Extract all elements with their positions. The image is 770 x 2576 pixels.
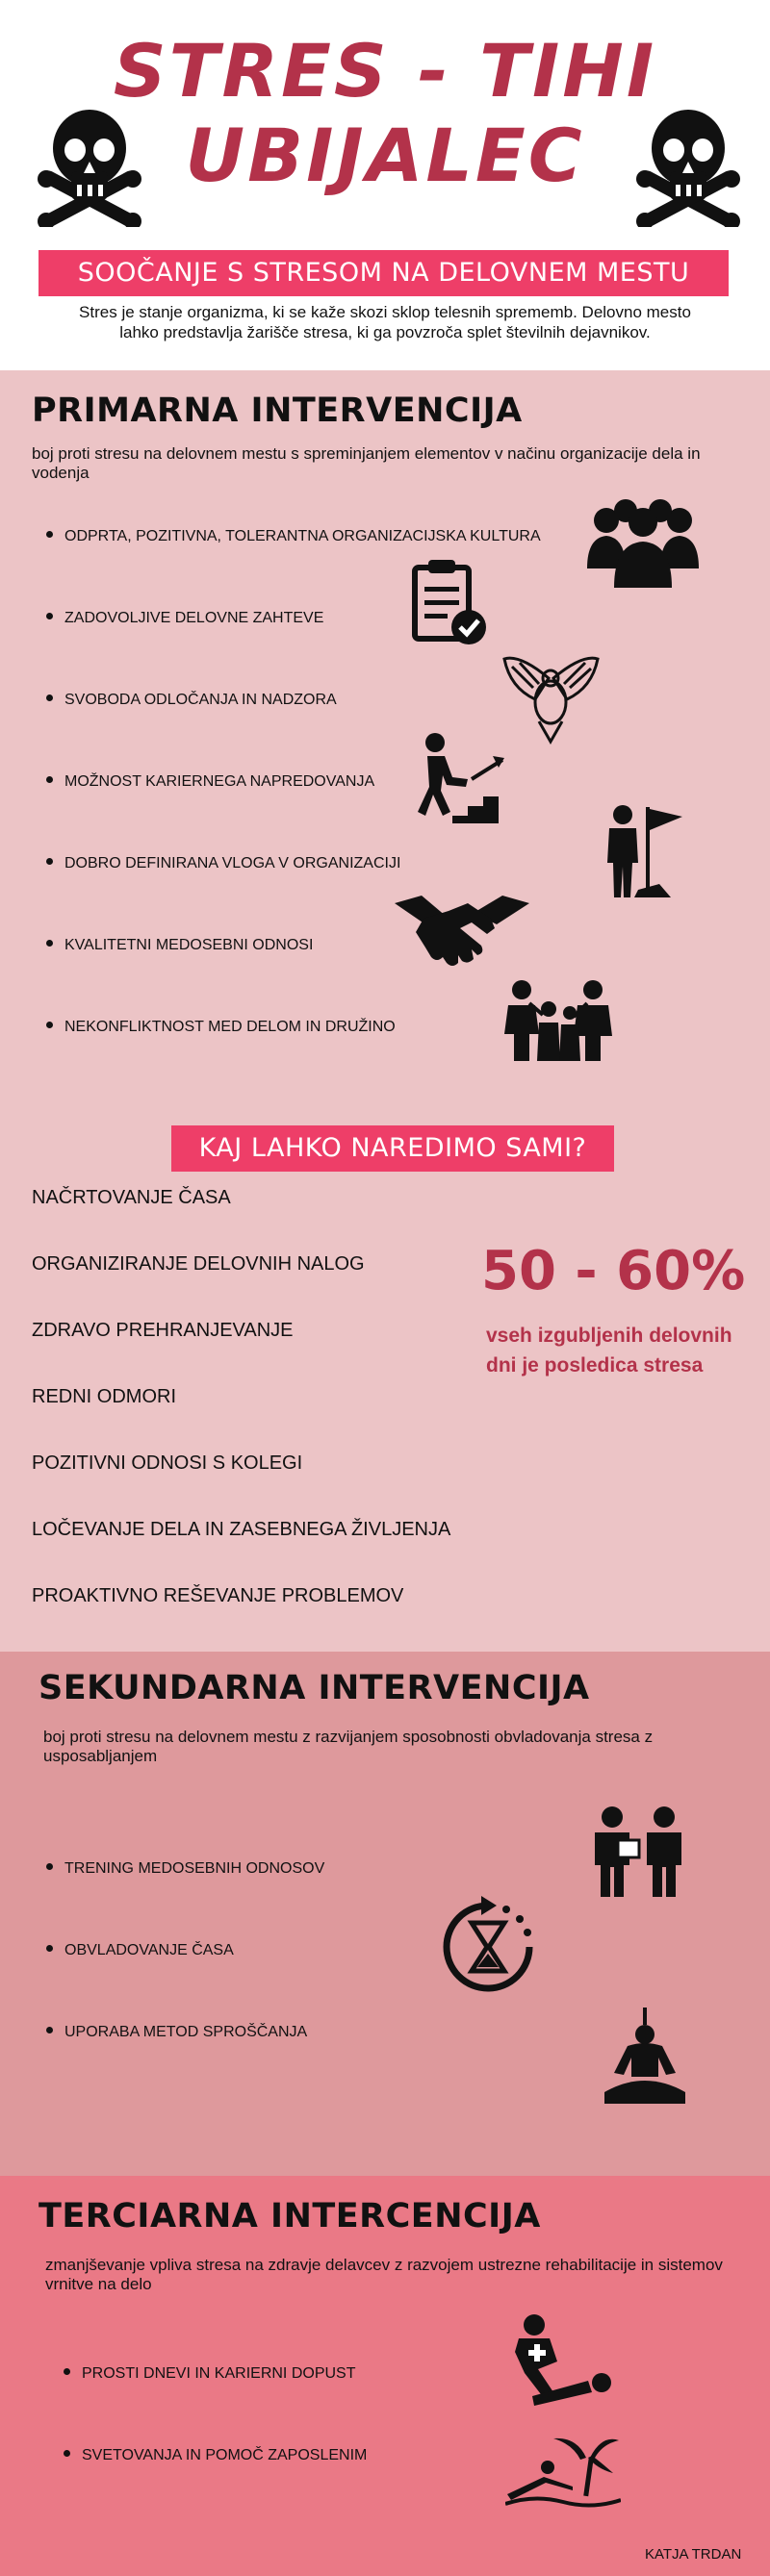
hourglass-cycle-icon (435, 1894, 541, 2000)
list-item: NAČRTOVANJE ČASA (32, 1187, 231, 1208)
group-of-people-icon (585, 493, 701, 588)
flag-on-hill-icon (602, 803, 686, 899)
skull-crossbones-icon (37, 104, 142, 227)
list-item: SVETOVANJA IN POMOČ ZAPOSLENIM (64, 2446, 367, 2465)
winged-eagle-icon (500, 649, 602, 745)
list-item: SVOBODA ODLOČANJA IN NADZORA (46, 691, 337, 710)
family-icon (500, 976, 616, 1063)
list-item: NEKONFLIKTNOST MED DELOM IN DRUŽINO (46, 1018, 396, 1037)
climbing-stairs-icon (414, 731, 510, 827)
title-line-1: STRES - TIHI (113, 28, 657, 114)
secondary-intervention-section (0, 1652, 770, 2176)
handshake-icon (395, 890, 529, 978)
section-description: zmanjševanje vpliva stresa na zdravje delavcev z razvojem ustrezne rehabilitacije in sistemov vrnitve na delo (45, 2256, 723, 2293)
list-item: PROAKTIVNO REŠEVANJE PROBLEMOV (32, 1585, 404, 1606)
beach-relax-icon (505, 2431, 621, 2508)
list-item: UPORABA METOD SPROŠČANJA (46, 2023, 307, 2042)
section-title: PRIMARNA INTERVENCIJA (32, 391, 523, 430)
list-item: PROSTI DNEVI IN KARIERNI DOPUST (64, 2364, 355, 2384)
two-people-talking-icon (591, 1806, 685, 1897)
clipboard-check-icon (409, 558, 488, 646)
list-item: ZADOVOLJIVE DELOVNE ZAHTEVE (46, 609, 323, 628)
title-line-2: UBIJALEC (185, 113, 585, 198)
stat-text: vseh izgubljenih delovnih dni je posledica stresa (486, 1325, 732, 1376)
self-help-banner: KAJ LAHKO NAREDIMO SAMI? (171, 1125, 614, 1172)
page-title (96, 29, 674, 198)
list-item: LOČEVANJE DELA IN ZASEBNEGA ŽIVLJENJA (32, 1519, 451, 1540)
list-item: REDNI ODMORI (32, 1386, 176, 1407)
list-item: KVALITETNI MEDOSEBNI ODNOSI (46, 936, 313, 955)
skull-crossbones-icon (635, 104, 741, 227)
author-credit: KATJA TRDAN (645, 2546, 742, 2563)
section-title: SEKUNDARNA INTERVENCIJA (38, 1669, 590, 1707)
list-item: ORGANIZIRANJE DELOVNIH NALOG (32, 1253, 365, 1275)
intro-text: Stres je stanje organizma, ki se kaže skozi sklop telesnih sprememb. Delovno mesto lahko predstavlja žarišče stresa, ki ga povzroča splet številnih dejavnikov. (79, 303, 691, 341)
list-item: DOBRO DEFINIRANA VLOGA V ORGANIZACIJI (46, 854, 400, 873)
list-item: TRENING MEDOSEBNIH ODNOSOV (46, 1859, 324, 1879)
stat-value: 50 - 60% (481, 1240, 746, 1302)
meditation-icon (599, 2006, 691, 2104)
tertiary-intervention-section (0, 2176, 770, 2576)
subtitle-banner: SOOČANJE S STRESOM NA DELOVNEM MESTU (38, 250, 729, 296)
section-description: boj proti stresu na delovnem mestu s spreminjanjem elementov v načinu organizacije dela in vodenja (32, 444, 701, 482)
primary-intervention-section (0, 370, 770, 1652)
list-item: ODPRTA, POZITIVNA, TOLERANTNA ORGANIZACIJSKA KULTURA (46, 527, 541, 546)
first-aid-person-icon (505, 2313, 619, 2406)
list-item: ZDRAVO PREHRANJEVANJE (32, 1320, 294, 1341)
list-item: OBVLADOVANJE ČASA (46, 1941, 234, 1960)
section-title: TERCIARNA INTERCENCIJA (38, 2197, 541, 2235)
header (0, 0, 770, 370)
list-item: POZITIVNI ODNOSI S KOLEGI (32, 1452, 303, 1474)
section-description: boj proti stresu na delovnem mestu z razvijanjem sposobnosti obvladovanja stresa z usposabljanjem (43, 1728, 654, 1765)
list-item: MOŽNOST KARIERNEGA NAPREDOVANJA (46, 772, 374, 792)
